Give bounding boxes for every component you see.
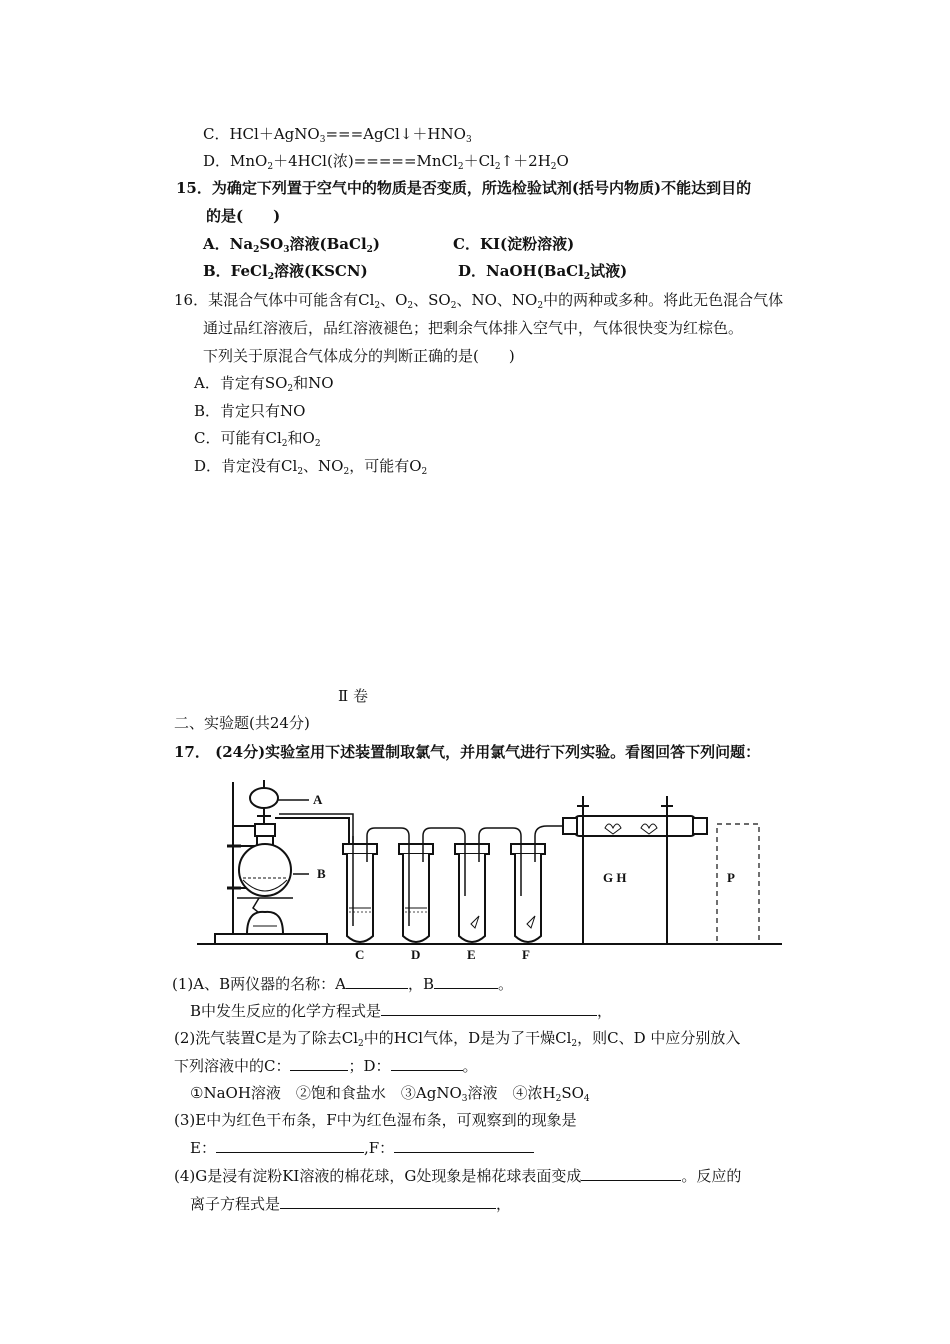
q17-part2-options: ①NaOH溶液 ②饱和食盐水 ③AgNO$_3$溶液 ④浓$H_2SO_4$ bbox=[190, 1084, 590, 1104]
q15-option-a: A．$Na_2SO_3$溶液(BaCl$_2$) bbox=[203, 235, 381, 255]
q17-p4-line2-end: ， bbox=[496, 1195, 512, 1213]
q17-p3-text-f: ,F： bbox=[363, 1139, 395, 1157]
q17-part4-line2 bbox=[190, 1194, 511, 1214]
answer-blank-equation-b[interactable] bbox=[381, 1001, 597, 1016]
q15-stem-line1: 15．为确定下列置于空气中的物质是否变质，所选检验试剂(括号内物质)不能达到目的 bbox=[176, 179, 752, 197]
q15-stem-line2: 的是( ) bbox=[206, 207, 281, 225]
q17-part4-line1 bbox=[174, 1166, 741, 1186]
answer-blank-c[interactable] bbox=[290, 1056, 348, 1071]
q17-part2-line2 bbox=[174, 1056, 478, 1076]
q16-option-b: B．肯定只有NO bbox=[194, 402, 306, 420]
answer-blank-b[interactable] bbox=[434, 974, 498, 989]
label-c: C bbox=[355, 947, 365, 961]
q17-part3-line1: (3)E中为红色干布条，F中为红色湿布条，可观察到的现象是 bbox=[174, 1111, 577, 1129]
q14-option-c: C．$HCl+AgNO_3===AgCl↓+HNO_3$ bbox=[203, 125, 472, 145]
q17-p4-text-a: (4)G是浸有淀粉KI溶液的棉花球，G处现象是棉花球表面变成 bbox=[174, 1167, 582, 1185]
gas-washing-bottle-c bbox=[343, 836, 377, 942]
q16-option-a: A．肯定有$SO_2$和NO bbox=[194, 374, 334, 394]
q17-p1-text-c: 。 bbox=[497, 975, 513, 993]
tube-f bbox=[511, 836, 545, 942]
q17-stem: 17． (24分)实验室用下述装置制取氯气，并用氯气进行下列实验。看图回答下列问题： bbox=[174, 743, 761, 761]
section-heading: 二、实验题(共24分) bbox=[174, 714, 310, 732]
answer-blank-a[interactable] bbox=[346, 974, 408, 989]
q17-p2-text-c: 下列溶液中的C： bbox=[174, 1057, 291, 1075]
label-gh: G H bbox=[603, 870, 627, 885]
container-p bbox=[717, 824, 759, 944]
q17-part2-line1: (2)洗气装置C是为了除去$Cl_2$中的HCl气体，D是为了干燥$Cl_2$，则C、D 中应分别放入 bbox=[174, 1029, 741, 1049]
q16-stem-line1: 16．某混合气体中可能含有$Cl_2$、$O_2$、$SO_2$、NO、$NO_2$中的两种或多种。将此无色混合气体 bbox=[174, 291, 784, 311]
label-d: D bbox=[411, 947, 421, 961]
q15-option-c: C．KI(淀粉溶液) bbox=[453, 235, 575, 253]
apparatus-figure bbox=[197, 776, 797, 961]
q16-stem-line2: 通过品红溶液后，品红溶液褪色；把剩余气体排入空气中，气体很快变为红棕色。 bbox=[203, 319, 744, 337]
volume-title: Ⅱ 卷 bbox=[338, 687, 368, 705]
gas-washing-bottle-d bbox=[399, 836, 433, 942]
q17-p1-line2-text: B中发生反应的化学方程式是 bbox=[190, 1002, 382, 1020]
answer-blank-d[interactable] bbox=[391, 1056, 463, 1071]
tube-e bbox=[455, 836, 489, 942]
q17-p2-text-end: 。 bbox=[462, 1057, 478, 1075]
q17-p4-text-b: 。反应的 bbox=[681, 1167, 742, 1185]
answer-blank-e[interactable] bbox=[216, 1138, 364, 1153]
label-e: E bbox=[467, 947, 476, 961]
q15-option-b: B．FeCl$_2$溶液(KSCN) bbox=[203, 262, 368, 282]
answer-blank-g[interactable] bbox=[581, 1166, 681, 1181]
q14-option-d: D．MnO$_2$＋4HCl(浓)$=====MnCl_2+Cl_2↑+2H_2O$ bbox=[203, 152, 569, 172]
label-p: P bbox=[727, 870, 735, 885]
horizontal-tube-gh bbox=[555, 816, 707, 836]
q17-p1-text-b: ，B bbox=[407, 975, 434, 993]
q16-option-d: D．肯定没有$Cl_2$、$NO_2$，可能有$O_2$ bbox=[194, 457, 428, 477]
q17-p1-text-a: (1)A、B两仪器的名称：A bbox=[172, 975, 346, 993]
q17-part1-line2 bbox=[190, 1001, 612, 1021]
q17-p2-text-d: ；D： bbox=[348, 1057, 391, 1075]
label-f: F bbox=[522, 947, 530, 961]
answer-blank-f[interactable] bbox=[394, 1138, 534, 1153]
q17-p3-text-e: E： bbox=[190, 1139, 216, 1157]
label-a: A bbox=[313, 792, 323, 807]
label-b: B bbox=[317, 866, 326, 881]
q16-stem-line3: 下列关于原混合气体成分的判断正确的是( ) bbox=[203, 347, 515, 365]
q17-part3-line2 bbox=[190, 1138, 534, 1158]
q17-p4-line2-text: 离子方程式是 bbox=[190, 1195, 281, 1213]
answer-blank-ionic-equation[interactable] bbox=[280, 1194, 496, 1209]
q17-part1-line1 bbox=[172, 974, 513, 994]
q17-p1-line2-end: ， bbox=[597, 1002, 613, 1020]
q15-option-d: D．NaOH(BaCl$_2$试液) bbox=[458, 262, 628, 282]
q16-option-c: C．可能有$Cl_2$和$O_2$ bbox=[194, 429, 321, 449]
